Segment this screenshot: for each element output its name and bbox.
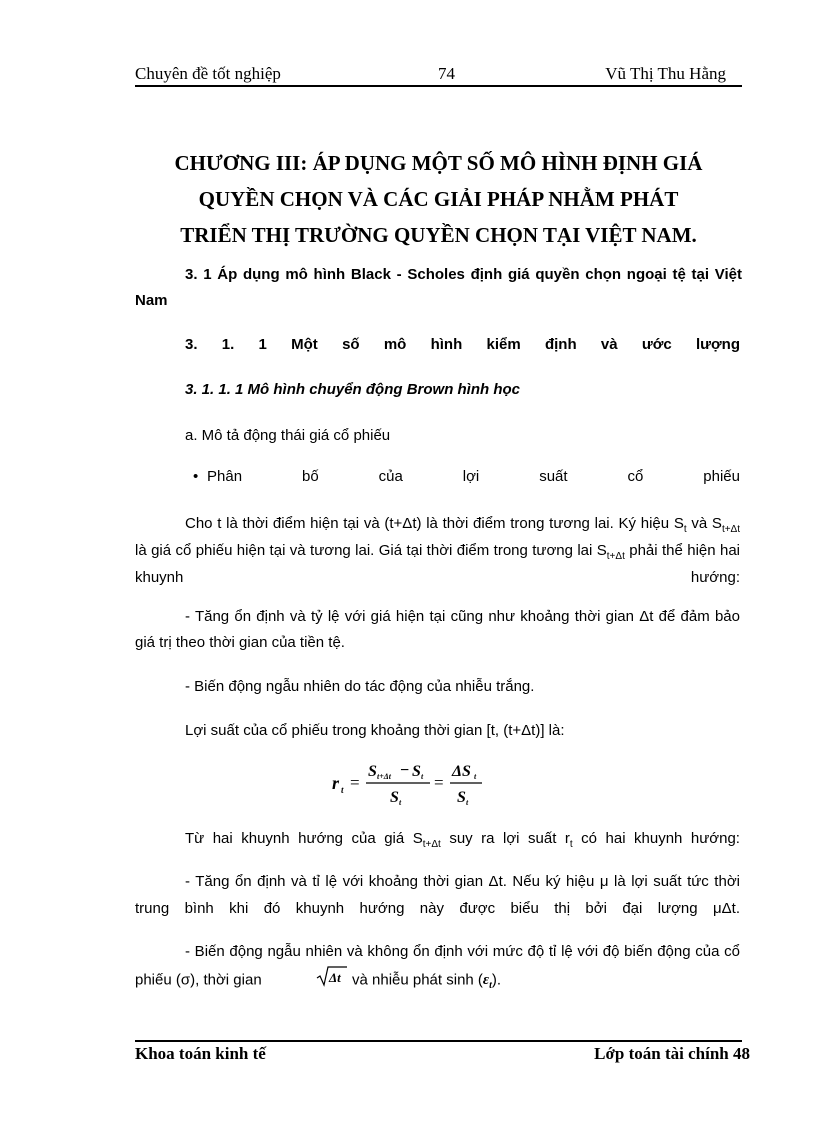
footer-class: Lớp toán tài chính 48 xyxy=(594,1044,750,1063)
formula-num-delta-s: ΔS xyxy=(452,763,471,780)
sqrt-argument: Δt xyxy=(328,970,341,985)
subscript: t xyxy=(569,839,573,850)
paragraph-7-text: và nhiễu phát sinh ( xyxy=(347,971,483,989)
paragraph-7-text: ). xyxy=(491,971,502,989)
formula-equals: = xyxy=(350,773,360,792)
paragraph-1 xyxy=(135,510,740,591)
section-heading-3-1-1: 3. 1. 1 Một số mô hình kiểm định và ước lượng xyxy=(185,336,740,353)
footer-rule xyxy=(135,1040,742,1042)
subscript: t+Δt xyxy=(606,551,625,562)
chapter-title-line: CHƯƠNG III: ÁP DỤNG MỘT SỐ MÔ HÌNH ĐỊNH GIÁ xyxy=(174,151,703,175)
header-thesis-label: Chuyên đề tốt nghiệp xyxy=(135,64,281,83)
return-formula xyxy=(330,758,530,808)
chapter-title-line: TRIỂN THỊ TRƯỜNG QUYỀN CHỌN TẠI VIỆT NAM. xyxy=(180,223,697,247)
footer-faculty: Khoa toán kinh tế xyxy=(135,1044,266,1063)
formula-num-s1-sub: t+Δt xyxy=(377,772,392,781)
formula-equals-2: = xyxy=(434,773,444,792)
paragraph-2: - Tăng ổn định và tỷ lệ với giá hiện tại cũng như khoảng thời gian Δt để đảm bảo giá trị theo thời gian của tiền tệ. xyxy=(135,608,740,651)
formula-num-s1: S xyxy=(368,763,377,780)
bullet-item xyxy=(193,464,740,490)
formula-den-s2: S xyxy=(457,789,466,806)
chapter-title-line: QUYỀN CHỌN VÀ CÁC GIẢI PHÁP NHẰM PHÁT xyxy=(198,187,679,211)
paragraph-6: - Tăng ổn định và tỉ lệ với khoảng thời gian Δt. Nếu ký hiệu μ là lợi suất tức thời trung bình khi đó khuynh hướng này được biểu thị bởi đại lượng μΔt. xyxy=(135,873,740,917)
section-heading-3-1: 3. 1 Áp dụng mô hình Black - Scholes định giá quyền chọn ngoại tệ tại Việt Nam xyxy=(135,266,742,309)
formula-num-s2-sub: t xyxy=(421,772,424,781)
bullet-text: Phân bố của lợi suất cổ phiếu xyxy=(207,468,740,485)
item-a-heading: a. Mô tả động thái giá cổ phiếu xyxy=(185,427,391,444)
sqrt-delta-t xyxy=(266,965,348,996)
paragraph-4: Lợi suất của cổ phiếu trong khoảng thời gian [t, (t+Δt)] là: xyxy=(185,722,565,739)
formula-den-s1: S xyxy=(390,789,399,806)
paragraph-1-text: và S xyxy=(691,515,722,532)
epsilon-symbol: ε xyxy=(482,972,490,989)
subscript: t+Δt xyxy=(422,839,441,850)
formula-lhs: r xyxy=(332,773,340,793)
formula-lhs-sub: t xyxy=(341,785,344,795)
paragraph-3: - Biến động ngẫu nhiên do tác động của nhiễu trắng. xyxy=(185,678,535,695)
paragraph-5-text: Từ hai khuynh hướng của giá S xyxy=(185,830,423,847)
paragraph-5-text: suy ra lợi suất r xyxy=(440,830,570,847)
header-author: Vũ Thị Thu Hằng xyxy=(605,64,726,83)
paragraph-7-text: - Biến động ngẫu nhiên và không ổn định với mức độ tỉ lệ với độ biến động của cổ phiếu (σ), thời gian xyxy=(135,943,740,989)
chapter-title xyxy=(135,145,742,253)
sqrt-symbol xyxy=(316,965,348,987)
subscript: t xyxy=(683,524,687,535)
header-page-number: 74 xyxy=(438,64,455,83)
bullet-dot: • xyxy=(193,468,199,485)
formula-num-delta-s-sub: t xyxy=(474,772,477,781)
paragraph-1-text: Cho t là thời điểm hiện tại và (t+Δt) là thời điểm trong tương lai. Ký hiệu S xyxy=(185,515,684,532)
paragraph-1-text: phải thể hiện hai khuynh hướng: xyxy=(135,542,740,586)
formula-minus: − xyxy=(400,762,410,779)
formula-den-s1-sub: t xyxy=(399,798,402,807)
subscript: t xyxy=(489,980,492,992)
formula-den-s2-sub: t xyxy=(466,798,469,807)
formula-num-s2: S xyxy=(412,763,421,780)
header-rule xyxy=(135,85,742,87)
page-header xyxy=(135,62,742,86)
section-heading-3-1-1-1: 3. 1. 1. 1 Mô hình chuyển động Brown hình học xyxy=(185,381,521,398)
paragraph-7 xyxy=(135,938,740,996)
subscript: t+Δt xyxy=(721,524,741,535)
paragraph-5 xyxy=(185,826,740,852)
paragraph-1-text: là giá cổ phiếu hiện tại và tương lai. Giá tại thời điểm trong tương lai S xyxy=(135,542,607,559)
paragraph-5-text: có hai khuynh hướng: xyxy=(572,830,740,847)
